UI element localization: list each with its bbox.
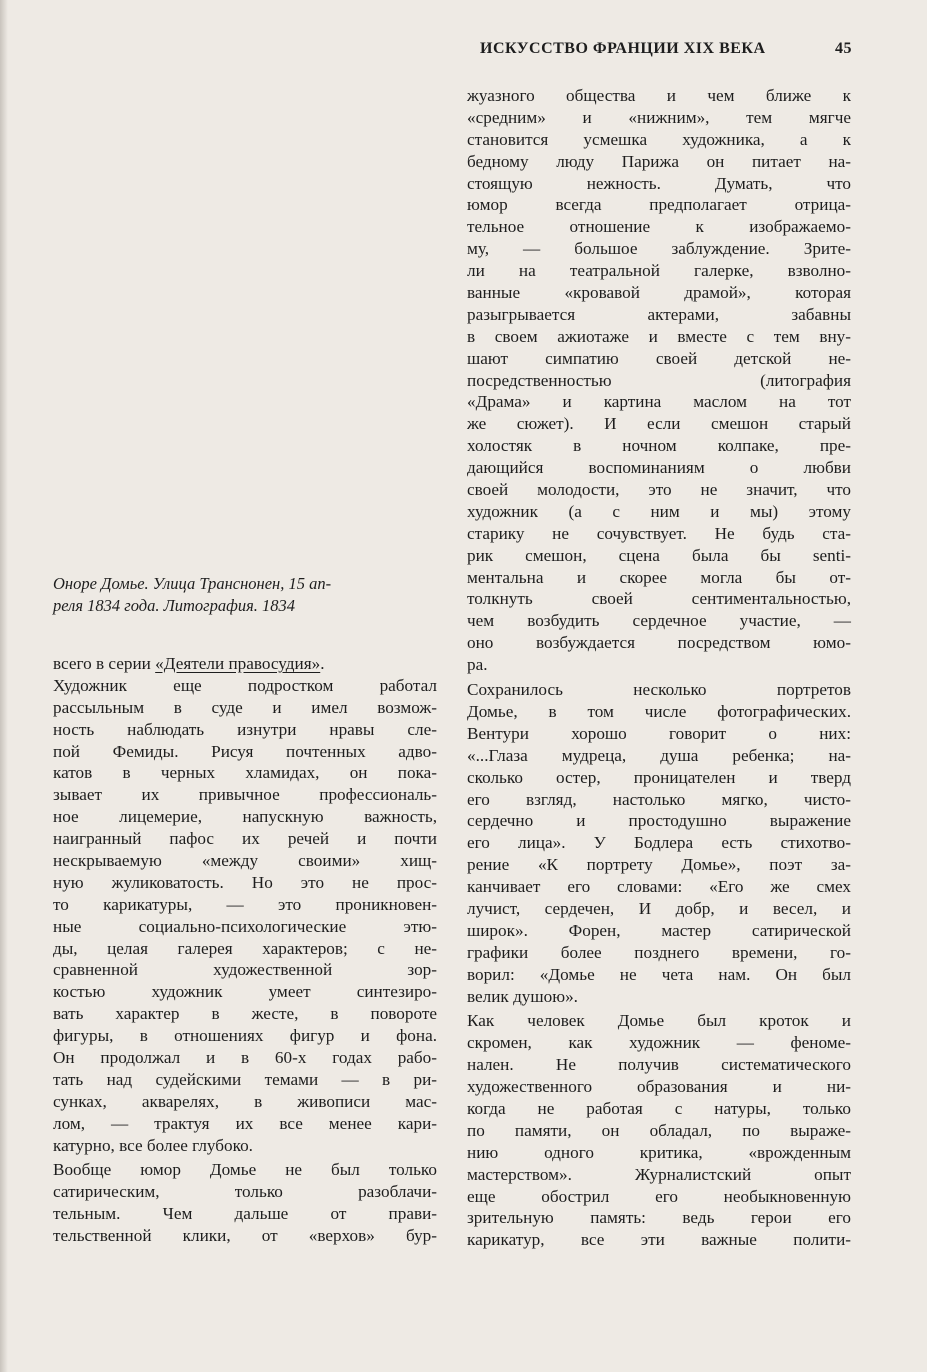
- text-line: нален. Не получив систематического: [467, 1055, 851, 1075]
- text-line: посредственностью (литография: [467, 370, 851, 390]
- text-line: ворил: «Домье не чета нам. Он был: [467, 964, 851, 984]
- text-line: когда не работая с натуры, только: [467, 1098, 851, 1118]
- text-line: Сохранилось несколько портретов: [467, 680, 851, 700]
- text-line: му, — большое заблуждение. Зрите-: [467, 239, 851, 259]
- text-line: рик смешон, сцена была бы senti-: [467, 545, 851, 565]
- text-line: Вентури хорошо говорит о них:: [467, 723, 851, 743]
- text-line: Художник еще подростком работал: [53, 675, 437, 695]
- text-line: вать характер в жесте, в повороте: [53, 1004, 437, 1024]
- text-line: в своем ажиотаже и вместе с тем вну-: [467, 326, 851, 346]
- text-line: ность наблюдать изнутри нравы сле-: [53, 719, 437, 739]
- text-line: сколько остер, проницателен и тверд: [467, 767, 851, 787]
- text-line: «средним» и «нижним», тем мягче: [467, 107, 851, 127]
- text-line: тельственной клики, от «верхов» бур-: [53, 1226, 437, 1246]
- text-line: еще обострил его необыкновенную: [467, 1186, 851, 1206]
- page-binding-edge: [0, 0, 8, 1372]
- text-line: оно возбуждается посредством юмо-: [467, 633, 851, 653]
- text-line: своей молодости, это не значит, что: [467, 480, 851, 500]
- text-line: «...Глаза мудреца, душа ребенка; на-: [467, 745, 851, 765]
- text-line: тельным. Чем дальше от прави-: [53, 1204, 437, 1224]
- text-line: ванные «кровавой драмой», которая: [467, 283, 851, 303]
- text-line: разыгрывается актерами, забавны: [467, 304, 851, 324]
- text-line: художественного образования и ни-: [467, 1077, 851, 1097]
- figure-caption: Оноре Домье. Улица Транснонен, 15 ап- реля 1834 года. Литография. 1834: [53, 574, 332, 615]
- text-line: сердечно и простодушно выражение: [467, 811, 851, 831]
- text-line: тать над судейскими темами — в ри-: [53, 1069, 437, 1089]
- text-line: пой Фемиды. Рисуя почтенных адво-: [53, 741, 437, 761]
- text-line: катов в черных хламидах, он пока-: [53, 763, 437, 783]
- text-line: зывает их привычное профессиональ-: [53, 785, 437, 805]
- text-line: рение «К портрету Домье», поэт за-: [467, 855, 851, 875]
- text-line: велик душою».: [467, 986, 578, 1006]
- text-line: лучист, сердечен, И добр, и весел, и: [467, 898, 851, 918]
- text-line: графики более позднего времени, го-: [467, 942, 851, 962]
- text-line: сатирическим, только разоблачи-: [53, 1182, 437, 1202]
- text-line: широк». Форен, мастер сатирической: [467, 920, 851, 940]
- text-line: нескрываемую «между своими» хищ-: [53, 851, 437, 871]
- text-line: костью художник умеет синтезиро-: [53, 982, 437, 1002]
- text-line: рассыльным в суде и имел возмож-: [53, 697, 437, 717]
- text-line: бедному люду Парижа он питает на-: [467, 151, 851, 171]
- text-line: ментальна и скорее могла бы от-: [467, 567, 851, 587]
- text-line: его лица». У Бодлера есть стихотво-: [467, 833, 851, 853]
- text-line: становится усмешка художника, а к: [467, 129, 851, 149]
- text-line: Домье, в том числе фотографических.: [467, 701, 851, 721]
- text-line: сунках, акварелях, в живописи мас-: [53, 1091, 437, 1111]
- text-line: холостяк в ночном колпаке, пре-: [467, 436, 851, 456]
- text-line: фигуры, в отношениях фигур и фона.: [53, 1026, 437, 1046]
- text-line: чем возбудить сердечное участие, —: [467, 611, 851, 631]
- text-line: нию одного критика, «врожденным: [467, 1142, 851, 1162]
- underlined-series-title: «Деятели правосудия»: [155, 654, 321, 673]
- text-line: катурно, все более глубоко.: [53, 1135, 253, 1155]
- text-line: художник (а с ним и мы) этому: [467, 501, 851, 521]
- text-line: ные социально-психологические этю-: [53, 916, 437, 936]
- text-line: карикатур, все эти важные полити-: [467, 1230, 851, 1250]
- text-line: шают симпатию своей детской не-: [467, 348, 851, 368]
- text-line: зрительную память: ведь герои его: [467, 1208, 851, 1228]
- text-line: дающийся воспоминаниям о любви: [467, 458, 851, 478]
- text-line: по памяти, он обладал, по выраже-: [467, 1120, 851, 1140]
- text-line: лом, — трактуя их все менее кари-: [53, 1113, 437, 1133]
- right-text-column: [467, 85, 851, 1251]
- text-line: ное лицемерие, напускную важность,: [53, 807, 437, 827]
- text-line: же сюжет). И если смешон старый: [467, 414, 851, 434]
- text-line: то карикатуры, — это проникновен-: [53, 894, 437, 914]
- text-line: сравненной художественной зор-: [53, 960, 437, 980]
- text-line: «Драма» и картина маслом на тот: [467, 392, 851, 412]
- text-line: юмор всегда предполагает отрица-: [467, 195, 851, 215]
- text-line: его взгляд, настолько мягко, чисто-: [467, 789, 851, 809]
- text-line: всего в серии «Деятели правосудия».: [53, 654, 325, 673]
- text-line: толкнуть своей сентиментальностью,: [467, 589, 851, 609]
- text-line: жуазного общества и чем ближе к: [467, 86, 851, 105]
- text-line: ды, целая галерея характеров; с не-: [53, 938, 437, 958]
- text-line: ную жуликоватость. Но это не прос-: [53, 872, 437, 892]
- left-text-column: [53, 653, 437, 1247]
- text-line: мастерством». Журналистский опыт: [467, 1164, 851, 1184]
- running-title: ИСКУССТВО ФРАНЦИИ XIX ВЕКА: [480, 40, 766, 57]
- running-header: [480, 40, 852, 58]
- text-line: скромен, как художник — феноме-: [467, 1033, 851, 1053]
- text-line: старику не сочувствует. Не будь ста-: [467, 523, 851, 543]
- text-line: Он продолжал и в 60-х годах рабо-: [53, 1048, 437, 1068]
- text-line: Как человек Домье был кроток и: [467, 1011, 851, 1031]
- text-line: тельное отношение к изображаемо-: [467, 217, 851, 237]
- text-line: ли на театральной галерке, взволно-: [467, 261, 851, 281]
- text-line: стоящую нежность. Думать, что: [467, 173, 851, 193]
- text-line: канчивает его словами: «Его же смех: [467, 877, 851, 897]
- text-line: наигранный пафос их речей и почти: [53, 829, 437, 849]
- page-number: 45: [835, 40, 852, 57]
- text-line: ра.: [467, 655, 488, 675]
- text-line: Вообще юмор Домье не был только: [53, 1160, 437, 1180]
